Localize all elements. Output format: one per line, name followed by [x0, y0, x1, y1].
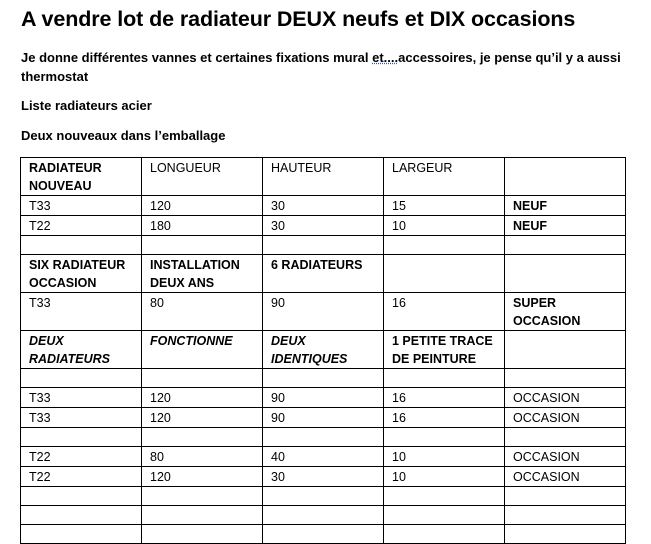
table-cell: [21, 236, 142, 255]
table-cell: [505, 158, 626, 196]
table-cell: [142, 369, 263, 388]
table-cell: NEUF: [505, 216, 626, 236]
table-cell: 90: [263, 388, 384, 408]
table-cell: T22: [21, 467, 142, 487]
table-row: [21, 447, 626, 467]
table-cell: 120: [142, 408, 263, 428]
table-cell: [505, 525, 626, 544]
table-cell: 120: [142, 467, 263, 487]
table-cell: RADIATEUR NOUVEAU: [21, 158, 142, 196]
table-cell: 180: [142, 216, 263, 236]
table-cell: 15: [384, 196, 505, 216]
table-cell: 30: [263, 216, 384, 236]
table-cell: [505, 236, 626, 255]
table-cell: [142, 487, 263, 506]
list-heading: Liste radiateurs acier: [21, 98, 152, 113]
table-cell: [384, 255, 505, 293]
table-row: [21, 525, 626, 544]
table-cell: 10: [384, 467, 505, 487]
intro-text-start: Je donne différentes vannes et certaines fixations mural: [21, 50, 373, 65]
radiator-table: [20, 157, 626, 544]
table-cell: 80: [142, 293, 263, 331]
table-cell: [142, 428, 263, 447]
table-cell: [505, 487, 626, 506]
table-row: [21, 467, 626, 487]
table-cell: [384, 525, 505, 544]
table-cell: T33: [21, 196, 142, 216]
table-row: [21, 293, 626, 331]
table-cell: HAUTEUR: [263, 158, 384, 196]
intro-text-end: accessoires, je pense qu’il y a aussi thermostat: [21, 50, 621, 84]
table-row: [21, 196, 626, 216]
table-cell: T33: [21, 388, 142, 408]
table-row: [21, 388, 626, 408]
table-cell: 16: [384, 408, 505, 428]
table-cell: DEUX RADIATEURS: [21, 331, 142, 369]
table-cell: [21, 428, 142, 447]
table-cell: 10: [384, 216, 505, 236]
table-cell: [384, 428, 505, 447]
table-cell: OCCASION: [505, 388, 626, 408]
table-cell: [142, 236, 263, 255]
table-row: [21, 236, 626, 255]
table-cell: [142, 525, 263, 544]
table-cell: [21, 487, 142, 506]
table-cell: 16: [384, 388, 505, 408]
table-cell: LONGUEUR: [142, 158, 263, 196]
table-cell: [142, 506, 263, 525]
table-cell: [505, 331, 626, 369]
table-cell: 10: [384, 447, 505, 467]
table-cell: 90: [263, 408, 384, 428]
table-cell: [384, 369, 505, 388]
table-cell: [21, 369, 142, 388]
table-cell: OCCASION: [505, 447, 626, 467]
table-cell: OCCASION: [505, 408, 626, 428]
table-cell: 90: [263, 293, 384, 331]
table-cell: T33: [21, 293, 142, 331]
table-cell: [263, 428, 384, 447]
table-cell: 16: [384, 293, 505, 331]
table-row: [21, 158, 626, 196]
table-cell: [263, 369, 384, 388]
table-row: [21, 216, 626, 236]
page-title: A vendre lot de radiateur DEUX neufs et DIX occasions: [21, 7, 576, 31]
table-cell: T22: [21, 447, 142, 467]
intro-paragraph: [21, 48, 631, 86]
table-cell: [263, 487, 384, 506]
table-cell: T22: [21, 216, 142, 236]
table-row: [21, 408, 626, 428]
table-cell: [384, 236, 505, 255]
table-cell: [505, 369, 626, 388]
table-cell: [384, 506, 505, 525]
table-cell: [384, 487, 505, 506]
table-cell: [21, 506, 142, 525]
table-cell: LARGEUR: [384, 158, 505, 196]
table-cell: 40: [263, 447, 384, 467]
table-row: [21, 255, 626, 293]
table-cell: [263, 506, 384, 525]
table-cell: INSTALLATION DEUX ANS: [142, 255, 263, 293]
table-cell: OCCASION: [505, 467, 626, 487]
table-cell: 30: [263, 467, 384, 487]
table-row: [21, 369, 626, 388]
intro-text-dotted: et....: [372, 50, 399, 65]
table-cell: 1 PETITE TRACE DE PEINTURE: [384, 331, 505, 369]
table-cell: 6 RADIATEURS: [263, 255, 384, 293]
table-cell: [505, 255, 626, 293]
table-row: [21, 487, 626, 506]
table-cell: DEUX IDENTIQUES: [263, 331, 384, 369]
table-cell: 80: [142, 447, 263, 467]
table-cell: 30: [263, 196, 384, 216]
table-cell: 120: [142, 388, 263, 408]
table-cell: T33: [21, 408, 142, 428]
table-cell: 120: [142, 196, 263, 216]
table-row: [21, 331, 626, 369]
table-cell: SIX RADIATEUR OCCASION: [21, 255, 142, 293]
new-heading: Deux nouveaux dans l’emballage: [21, 128, 226, 143]
table-cell: FONCTIONNE: [142, 331, 263, 369]
table-cell: SUPER OCCASION: [505, 293, 626, 331]
table-cell: [505, 506, 626, 525]
table-cell: [21, 525, 142, 544]
table-cell: [263, 236, 384, 255]
table-cell: NEUF: [505, 196, 626, 216]
table-row: [21, 428, 626, 447]
table-row: [21, 506, 626, 525]
table-cell: [263, 525, 384, 544]
table-cell: [505, 428, 626, 447]
